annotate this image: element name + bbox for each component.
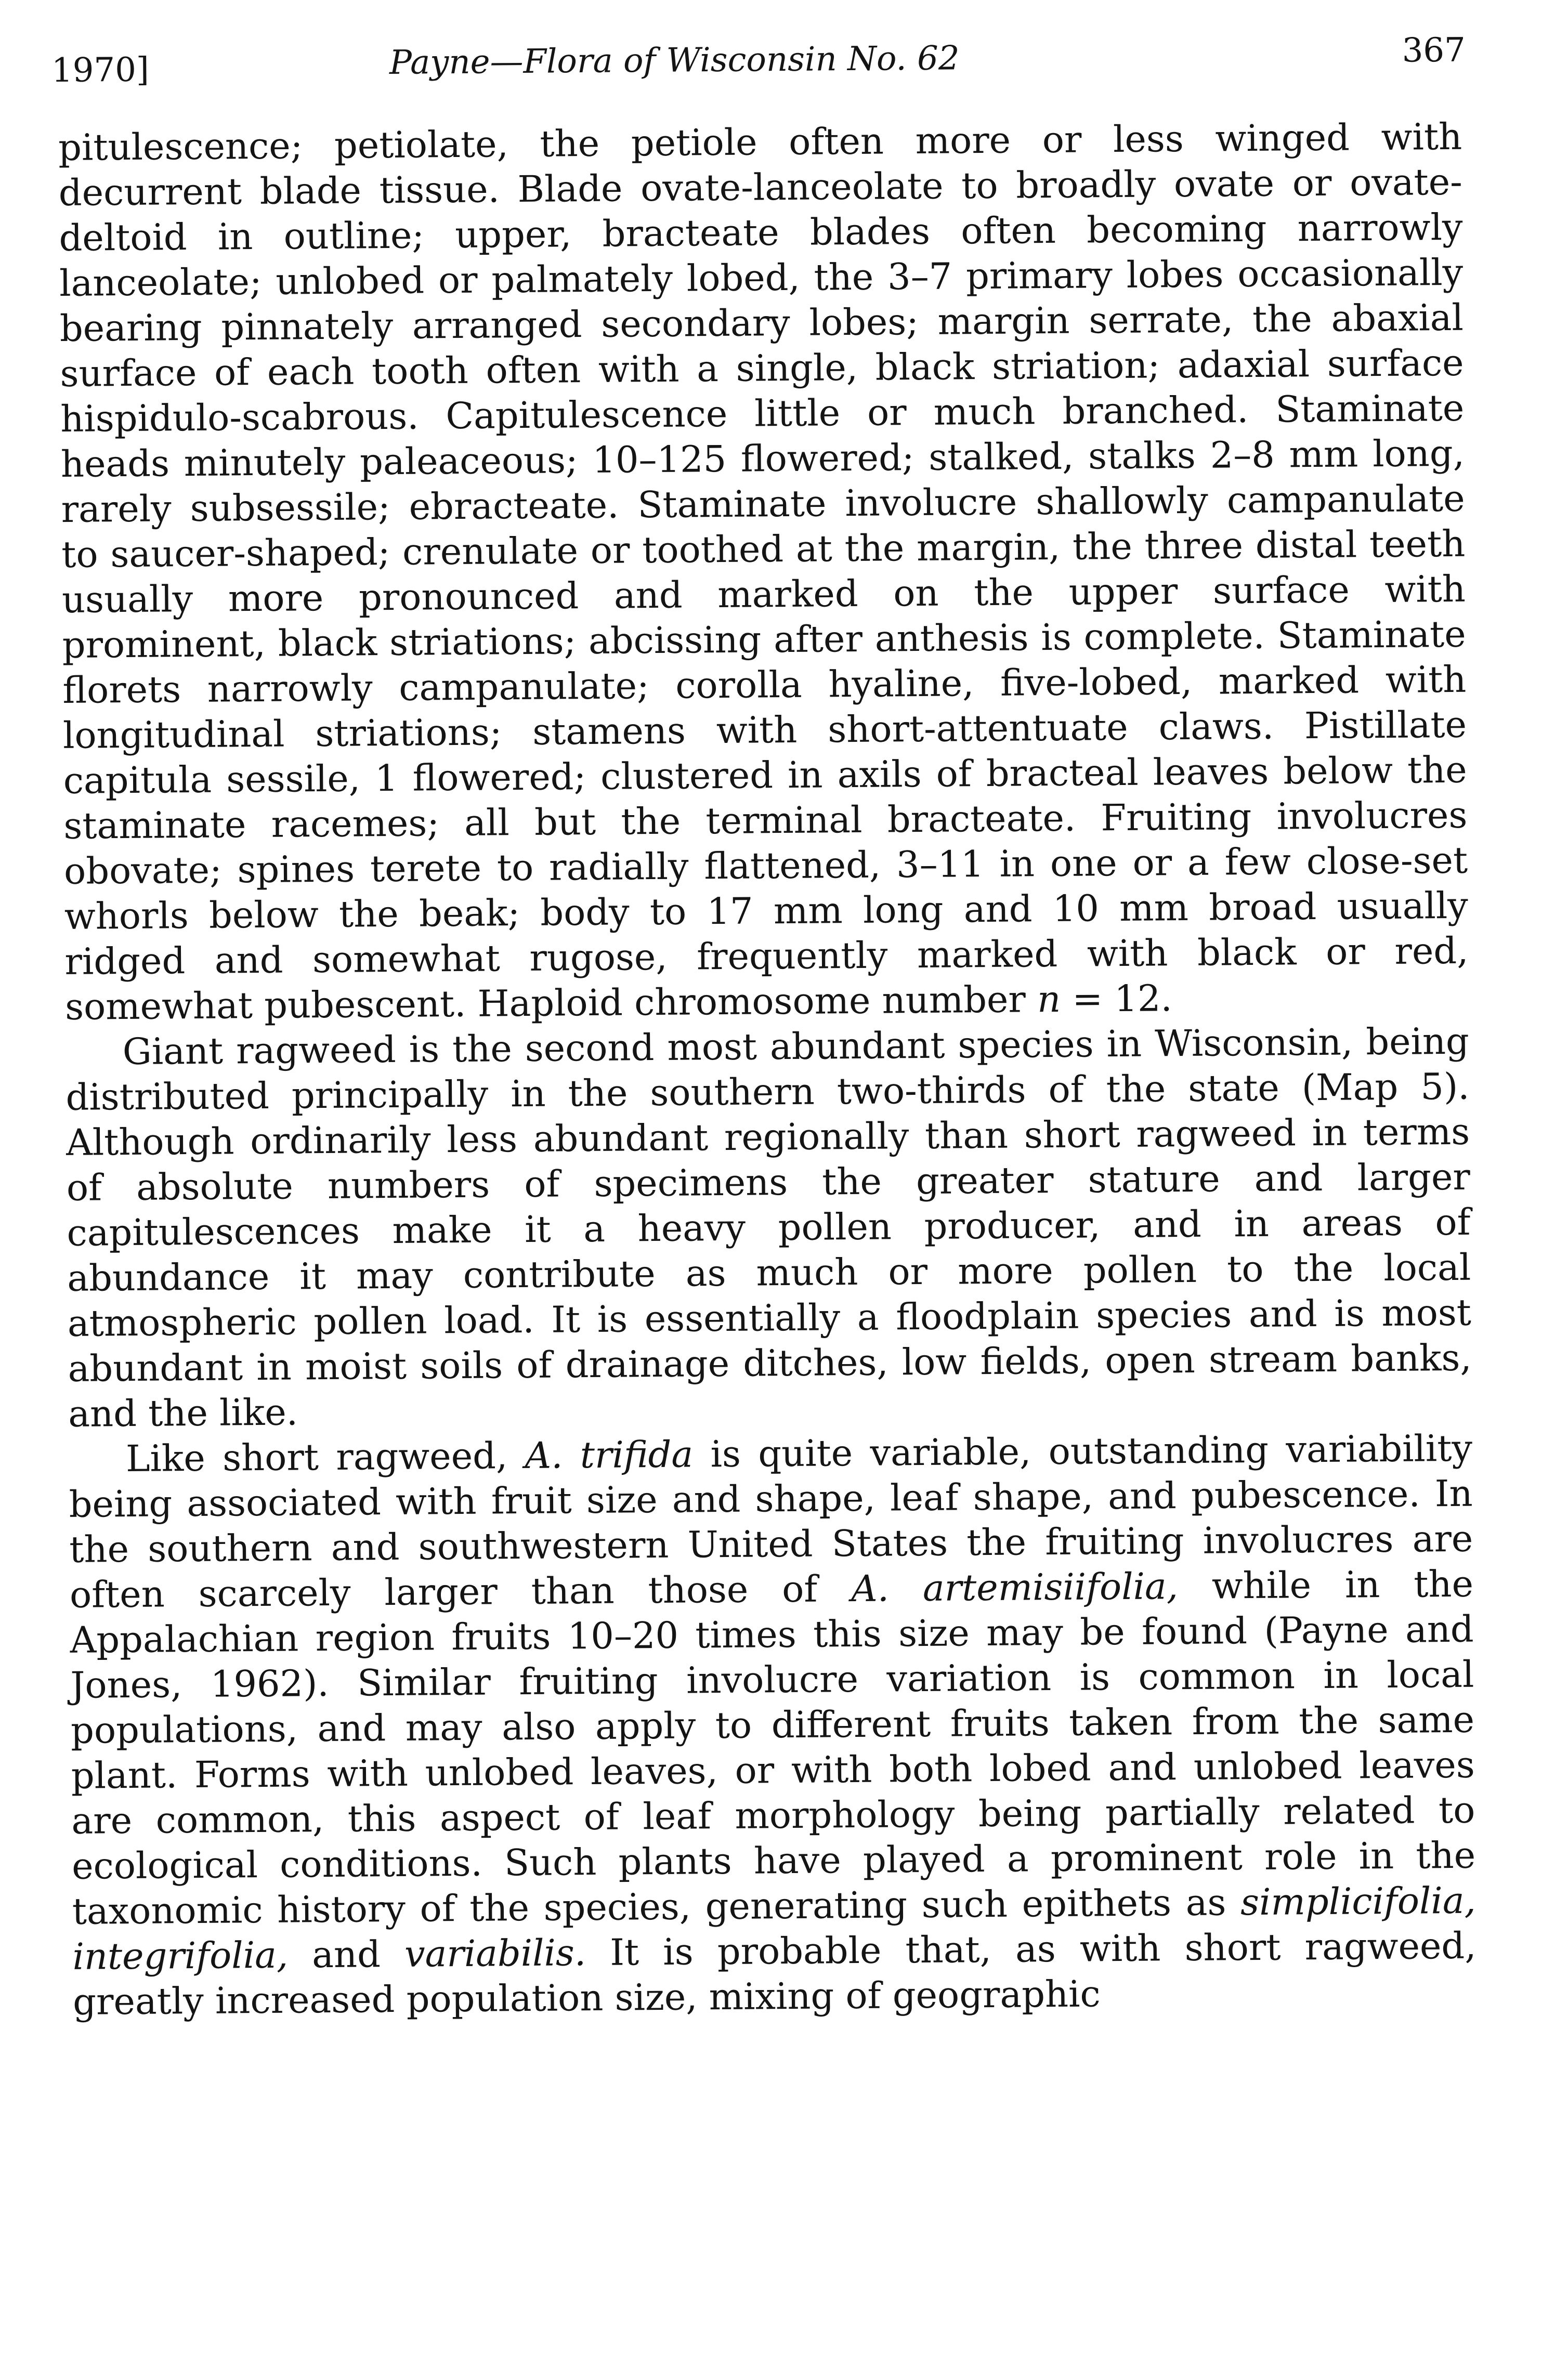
running-header [51, 31, 1466, 94]
header-year: 1970] [51, 50, 150, 90]
paragraph-description [58, 114, 1469, 1030]
text-span: pitulescence; petiolate, the petiole often more or less winged with decurrent blade tissue. Blade ovate-lanceolate to broadly ovate or ovate-deltoid in outline; upper, bracteate blades often becoming narrowly lanceolate; unlobed or palmately lobed, the 3–7 primary lobes occasionally bearing pinnately arranged secondary lobes; margin serrate, the abaxial surface of each tooth often with a single, black striation; adaxial surface hispidulo-scabrous. Capitulescence little or much branched. Staminate heads minutely paleaceous; 10–125 flowered; stalked, stalks 2–8 mm long, rarely subsessile; ebracteate. Staminate involucre shallowly campanulate to saucer-shaped; crenulate or toothed at the margin, the three distal teeth usually more pronounced and marked on the upper surface with prominent, black striations; abcissing after anthesis is complete. Staminate florets narrowly campanulate; corolla hyaline, five-lobed, marked with longitudinal striations; stamens with short-attentuate claws. Pistillate capitula sessile, 1 flowered; clustered in axils of bracteal leaves below the staminate racemes; all but the terminal bracteate. Fruiting involucres obovate; spines terete to radially flattened, 3–11 in one or a few close-set whorls below the beak; body to 17 mm long and 10 mm broad usually ridged and somewhat rugose, frequently marked with black or red, somewhat pubescent. Haploid chromosome number [58, 115, 1469, 1028]
page-number: 367 [1402, 31, 1466, 70]
italic-taxon-name: A. artemisiifolia, [851, 1565, 1179, 1611]
body-text [58, 114, 1477, 2025]
italic-variable: n [1037, 977, 1061, 1021]
italic-epithet: simplicifolia, integrifolia, [72, 1879, 1476, 1978]
italic-epithet: variabilis. [404, 1931, 586, 1975]
italic-taxon-name: A. trifida [525, 1433, 694, 1477]
text-span: It is probable that, as with short ragweed, greatly increased population size, mixing of geographic [72, 1924, 1476, 2023]
header-title: Payne—Flora of Wisconsin No. 62 [389, 39, 960, 82]
text-span: is quite variable, outstanding variability being associated with fruit size and shape, leaf shape, and pubescence. In the southern and southwestern United States the fruiting involucres are often scarcely larger than those of [69, 1426, 1473, 1616]
text-span: and [288, 1932, 405, 1977]
text-span: = 12. [1060, 977, 1172, 1020]
text-span: Giant ragweed is the second most abundant species in Wisconsin, being distributed principally in the southern two-thirds of the state (Map 5). Although ordinarily less abundant regionally than short ragweed in terms of absolute numbers of specimens the greater stature and larger capitulescences make it a heavy pollen producer, and in areas of abundance it may contribute as much or more pollen to the local atmospheric pollen load. It is essentially a floodplain species and is most abundant in moist soils of drainage ditches, low fields, open stream banks, and the like. [66, 1019, 1472, 1435]
text-span: while in the Appalachian region fruits 10–20 times this size may be found (Payne and Jones, 1962). Similar fruiting involucre variation is common in local populations, and may also apply to different fruits taken from the same plant. Forms with unlobed leaves, or with both lobed and unlobed leaves are common, this aspect of leaf morphology being partially related to ecological conditions. Such plants have played a prominent role in the taxonomic history of the species, generating such epithets as [70, 1562, 1476, 1933]
paragraph-distribution [66, 1019, 1472, 1437]
text-span: Like short ragweed, [125, 1434, 525, 1481]
paragraph-variability [69, 1426, 1477, 2025]
